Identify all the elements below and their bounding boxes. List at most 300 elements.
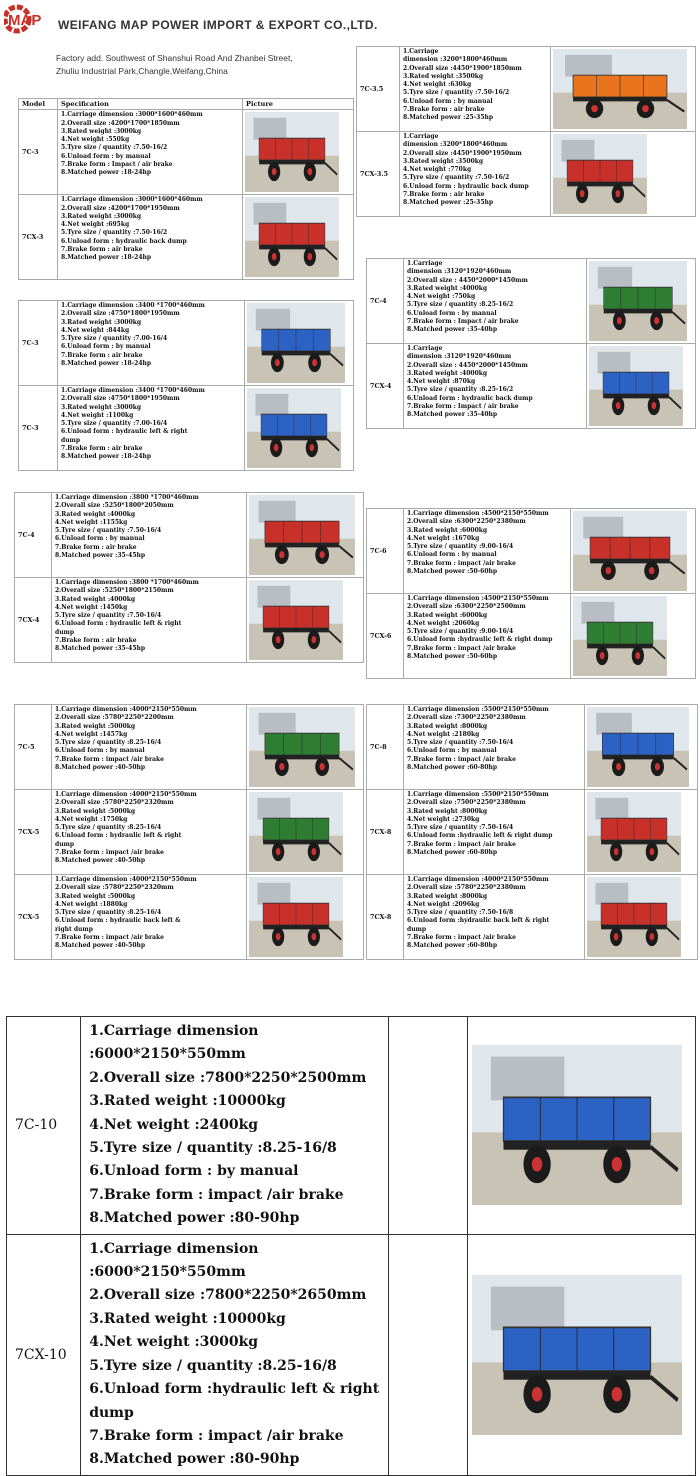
wheel-hub — [312, 359, 317, 366]
spec-line: dimension :3200*1800*460mm — [403, 56, 508, 64]
wheel-hub — [276, 636, 281, 643]
wheel-hub — [272, 253, 277, 260]
spec-cell — [400, 47, 551, 132]
spec-line: 1.Carriage dimension :3000*1600*460mm — [61, 111, 203, 119]
spec-line: 7.Brake form : impact /air brake — [55, 934, 164, 942]
spec-line: 5.Tyre size / quantity :8.25-16/2 — [407, 386, 514, 394]
spec-line: 6.Unload form : by manual — [407, 551, 497, 559]
empty-cell — [389, 1234, 468, 1475]
wheel-hub — [279, 763, 284, 770]
spec-line: 6.Unload form : hydraulic left & right — [61, 428, 188, 436]
wheel-hub — [642, 105, 649, 112]
spec-line: 1.Carriage dimension :6000*2150*550mm — [89, 1023, 259, 1063]
spec-line: 3.Rated weight :5000kg — [55, 807, 136, 815]
chassis — [262, 351, 331, 355]
spec-line: dump — [407, 925, 427, 933]
model-cell: 7C-4 — [15, 493, 52, 578]
spec-line: 7.Brake form : impact /air brake — [55, 849, 164, 857]
product-row — [367, 594, 696, 679]
spec-line: 6.Unload form :hydraulic left & right dump — [407, 636, 553, 644]
factory-address-line1: Factory add. Southwest of Shanshui Road And Zhanbei Street, — [56, 53, 293, 63]
spec-cell — [404, 509, 571, 594]
header-picture: Picture — [243, 99, 354, 110]
product-row — [15, 578, 364, 663]
wheel-hub — [650, 848, 655, 855]
model-cell: 7C-3.5 — [357, 47, 400, 132]
spec-line: 7.Brake form : air brake — [61, 351, 143, 359]
spec-line: 5.Tyre size / quantity :7.50-16/8 — [407, 909, 514, 917]
product-row — [357, 132, 696, 217]
spec-cell — [81, 1017, 389, 1235]
spec-line: 6.Unload form : by manual — [403, 97, 493, 105]
spec-line: 2.Overall size : 4450*2000*1450mm — [407, 361, 528, 369]
header-model: Model — [19, 99, 58, 110]
spec-line: 5.Tyre size / quantity :7.50-16/4 — [55, 612, 162, 620]
wheel-hub — [272, 168, 277, 175]
spec-cell — [58, 110, 243, 195]
spec-line: 4.Net weight :1450kg — [55, 603, 128, 611]
spec-line: 3.Rated weight :10000kg — [89, 1310, 286, 1327]
spec-line: 8.Matched power :50-60hp — [407, 653, 498, 661]
wheel-hub — [612, 1157, 623, 1172]
spec-line: dimension :3120*1920*460mm — [407, 353, 512, 361]
factory-address — [56, 52, 356, 78]
spec-line: 7.Brake form : air brake — [61, 445, 143, 453]
spec-line: 3.Rated weight :6000kg — [407, 526, 488, 534]
wheel-hub — [308, 253, 313, 260]
spec-cell — [58, 195, 243, 280]
wheel-hub — [650, 933, 655, 940]
product-photo — [585, 705, 698, 790]
spec-line: 5.Tyre size / quantity :9.00-16/4 — [407, 628, 514, 636]
spec-line: 2.Overall size :4450*1900*1950mm — [403, 149, 522, 157]
model-cell: 7CX-8 — [367, 875, 404, 960]
wheel-hub — [605, 567, 611, 574]
spec-line: 8.Matched power :18-24hp — [61, 254, 152, 262]
product-photo — [571, 594, 696, 679]
spec-line: 6.Unload form : by manual — [89, 1163, 299, 1180]
spec-line: 6.Unload form : by manual — [61, 343, 151, 351]
spec-line: 7.Brake form : impact /air brake — [407, 644, 516, 652]
wheel-hub — [591, 105, 598, 112]
spec-line: 1.Carriage dimension :4500*2150*550mm — [407, 595, 549, 602]
spec-line: 4.Net weight :1750kg — [55, 815, 128, 823]
factory-address-line2: Zhuliu Industrial Park,Changle,Weifang,China — [56, 66, 228, 76]
chassis — [263, 840, 329, 844]
product-photo — [247, 705, 364, 790]
company-name: WEIFANG MAP POWER IMPORT & EXPORT CO.,LTD. — [58, 18, 378, 32]
model-cell: 7CX-3 — [19, 195, 58, 280]
chassis — [265, 755, 339, 759]
wheel-hub — [275, 359, 280, 366]
spec-line: 3.Rated weight :5000kg — [55, 892, 136, 900]
header-spec: Specification — [58, 99, 243, 110]
spec-line: 7.Brake form : air brake — [403, 191, 485, 199]
wheel-hub — [312, 636, 317, 643]
product-row — [367, 344, 696, 429]
spec-line: 6.Unload form : by manual — [407, 309, 497, 317]
spec-cell — [404, 259, 587, 344]
spec-line: 7.Brake form : air brake — [61, 246, 143, 254]
spec-line: 3.Rated weight :8000kg — [407, 892, 488, 900]
spec-line: 5.Tyre size / quantity :7.50-16/4 — [55, 527, 162, 535]
spec-line: right dump — [55, 925, 93, 933]
background-building — [257, 586, 290, 608]
spec-line: 2.Overall size :4750*1800*1950mm — [61, 395, 180, 403]
spec-line: 7.Brake form : air brake — [403, 106, 485, 114]
spec-line: 8.Matched power :40-50hp — [55, 942, 146, 950]
model-cell: 7CX-8 — [367, 790, 404, 875]
spec-cell — [404, 875, 585, 960]
spec-line: 5.Tyre size / quantity :7.50-16/4 — [407, 824, 514, 832]
wheel-hub — [279, 551, 284, 558]
model-cell: 7C-5 — [15, 705, 52, 790]
spec-line: 7.Brake form : impact /air brake — [89, 1186, 344, 1203]
spec-line: 3.Rated weight :3500kg — [403, 157, 484, 165]
spec-line: 6.Unload form :hydraulic back left & right — [407, 917, 550, 925]
spec-line: 3.Rated weight :3000kg — [61, 127, 142, 135]
empty-cell — [389, 1017, 468, 1235]
spec-line: 6.Unload form :hydraulic left & right dump — [89, 1381, 380, 1421]
spec-cell — [404, 705, 585, 790]
spec-line: 7.Brake form : impact /air brake — [407, 559, 516, 567]
product-photo — [247, 875, 364, 960]
spec-cell — [404, 344, 587, 429]
spec-line: 1.Carriage dimension :3800 *1700*460mm — [55, 494, 199, 501]
company-logo — [4, 4, 56, 34]
spec-cell — [58, 386, 245, 471]
background-building — [253, 203, 286, 225]
wheel-hub — [312, 933, 317, 940]
spec-line: 4.Net weight :750kg — [407, 293, 476, 301]
model-cell: 7CX-4 — [15, 578, 52, 663]
spec-line: 3.Rated weight :8000kg — [407, 722, 488, 730]
product-photo — [468, 1234, 696, 1475]
product-photo — [247, 493, 364, 578]
spec-line: 6.Unload form : hydraulic back left & — [55, 917, 181, 925]
wheel-hub — [276, 933, 281, 940]
chassis — [602, 755, 673, 759]
spec-cell — [81, 1234, 389, 1475]
product-row — [367, 509, 696, 594]
product-row — [15, 493, 364, 578]
spec-line: 8.Matched power :18-24hp — [61, 169, 152, 177]
spec-line: 8.Matched power :50-60hp — [407, 568, 498, 576]
spec-line: 8.Matched power :40-50hp — [55, 764, 146, 772]
spec-line: 2.Overall size :4200*1700*1850mm — [61, 119, 180, 127]
model-cell: 7C-3 — [19, 386, 58, 471]
background-building — [259, 713, 296, 735]
spec-line: 1.Carriage dimension :3400 *1700*460mm — [61, 387, 205, 394]
spec-line: 2.Overall size :4450*1900*1850mm — [403, 64, 522, 72]
spec-line: 3.Rated weight :3000kg — [61, 318, 142, 326]
spec-line: 4.Net weight :3000kg — [89, 1334, 259, 1351]
wheel-hub — [617, 317, 622, 324]
spec-line: 8.Matched power :25-35hp — [403, 114, 494, 122]
wheel-hub — [532, 1157, 543, 1172]
spec-line: 3.Rated weight :4000kg — [55, 510, 136, 518]
spec-line: 8.Matched power :60-80hp — [407, 942, 498, 950]
product-row — [19, 110, 354, 195]
spec-line: 1.Carriage dimension :5500*2150*550mm — [407, 706, 549, 713]
chassis — [261, 436, 327, 440]
spec-line: 1.Carriage dimension :4000*2150*550mm — [55, 791, 197, 798]
spec-line: 5.Tyre size / quantity :8.25-16/8 — [89, 1357, 337, 1374]
spec-line: 1.Carriage — [407, 260, 443, 267]
spec-line: 8.Matched power :35-45hp — [55, 645, 146, 653]
chassis — [567, 182, 633, 186]
spec-line: 6.Unload form : by manual — [55, 535, 145, 543]
wheel-hub — [274, 444, 279, 451]
background-building — [257, 798, 290, 820]
spec-line: 8.Matched power :35-45hp — [55, 552, 146, 560]
chassis — [603, 394, 669, 398]
spec-line: dump — [61, 436, 81, 444]
spec-line: 6.Unload form : hydraulic back dump — [407, 394, 533, 402]
product-row — [15, 875, 364, 960]
spec-table-right-3 — [366, 508, 696, 679]
spec-line: 5.Tyre size / quantity :7.50-16/2 — [403, 89, 510, 97]
wheel-hub — [614, 933, 619, 940]
spec-table-left-4 — [14, 704, 364, 960]
spec-line: 1.Carriage dimension :3000*1600*460mm — [61, 196, 203, 204]
spec-line: 3.Rated weight :4000kg — [407, 284, 488, 292]
spec-line: 1.Carriage dimension :6000*2150*550mm — [89, 1240, 259, 1281]
spec-line: dump — [55, 840, 75, 848]
spec-line: 2.Overall size :7800*2250*2500mm — [89, 1069, 367, 1086]
product-row — [19, 386, 354, 471]
chassis — [601, 925, 667, 929]
product-row — [7, 1017, 696, 1235]
spec-line: 2.Overall size :5780*2250*2200mm — [55, 714, 174, 722]
background-building — [259, 501, 296, 523]
spec-line: 3.Rated weight :5000kg — [55, 722, 136, 730]
spec-line: 7.Brake form : air brake — [55, 637, 137, 645]
chassis — [259, 245, 325, 249]
chassis — [504, 1141, 651, 1150]
chassis — [601, 840, 667, 844]
product-photo — [551, 132, 696, 217]
model-cell: 7C-8 — [367, 705, 404, 790]
spec-line: 4.Net weight :2060kg — [407, 619, 480, 627]
logo-text: MAP — [8, 12, 42, 29]
spec-line: 5.Tyre size / quantity :8.25-16/8 — [89, 1140, 337, 1157]
spec-table-large — [6, 1016, 696, 1476]
background-building — [583, 517, 623, 539]
spec-line: 4.Net weight :2096kg — [407, 900, 480, 908]
spec-line: 2.Overall size :4750*1800*1950mm — [61, 310, 180, 318]
spec-line: 7.Brake form : impact /air brake — [407, 755, 516, 763]
spec-line: 1.Carriage dimension :4000*2150*550mm — [55, 706, 197, 713]
wheel-hub — [652, 402, 657, 409]
spec-line: dump — [55, 628, 75, 636]
background-building — [253, 118, 286, 140]
spec-table-right-2 — [366, 258, 696, 429]
background-building — [561, 140, 594, 162]
spec-line: 1.Carriage dimension :4000*2150*550mm — [55, 876, 197, 883]
spec-line: 4.Net weight :1100kg — [61, 411, 134, 419]
chassis — [263, 628, 329, 632]
spec-line: 4.Net weight :2730kg — [407, 815, 480, 823]
background-building — [595, 798, 628, 820]
spec-line: 4.Net weight :550kg — [61, 136, 130, 144]
product-photo — [585, 875, 698, 960]
spec-line: 4.Net weight :1670kg — [407, 534, 480, 542]
spec-line: 1.Carriage dimension :5500*2150*550mm — [407, 791, 549, 798]
spec-line: 6.Unload form : hydraulic left & right — [55, 620, 182, 628]
spec-line: 5.Tyre size / quantity :8.25-16/4 — [55, 739, 162, 747]
spec-line: 8.Matched power :80-90hp — [89, 1210, 300, 1227]
spec-line: 8.Matched power :40-50hp — [55, 857, 146, 865]
spec-line: 2.Overall size :5780*2250*2320mm — [55, 884, 174, 892]
spec-line: 1.Carriage — [403, 133, 439, 140]
model-cell: 7CX-6 — [367, 594, 404, 679]
spec-line: 2.Overall size : 4450*2000*1450mm — [407, 276, 528, 284]
spec-line: 5.Tyre size / quantity :7.50-16/4 — [407, 739, 514, 747]
model-cell: 7C-3 — [19, 301, 58, 386]
spec-cell — [52, 493, 247, 578]
product-row — [357, 47, 696, 132]
spec-cell — [404, 594, 571, 679]
spec-table-right-4 — [366, 704, 698, 960]
chassis — [265, 543, 339, 547]
model-cell: 7CX-5 — [15, 875, 52, 960]
chassis — [504, 1371, 651, 1380]
spec-line: 4.Net weight :1880kg — [55, 900, 128, 908]
background-building — [595, 883, 628, 905]
product-photo — [587, 344, 696, 429]
spec-line: 4.Net weight :2400kg — [89, 1116, 259, 1133]
wheel-hub — [308, 168, 313, 175]
spec-line: 5.Tyre size / quantity :7.50-16/2 — [61, 144, 168, 152]
chassis — [587, 644, 653, 648]
model-cell: 7CX-3.5 — [357, 132, 400, 217]
spec-line: 4.Net weight :870kg — [407, 378, 476, 386]
spec-line: 6.Unload form : hydraulic back dump — [61, 237, 187, 245]
spec-line: 7.Brake form : impact /air brake — [89, 1427, 344, 1444]
wheel-hub — [616, 763, 621, 770]
spec-line: 6.Unload form : by manual — [61, 152, 151, 160]
spec-line: 7.Brake form : Impact / air brake — [61, 161, 173, 169]
model-cell: 7CX-10 — [7, 1234, 81, 1475]
spec-line: 3.Rated weight :8000kg — [407, 807, 488, 815]
wheel-hub — [319, 763, 324, 770]
spec-line: 8.Matched power :35-40hp — [407, 411, 498, 419]
spec-line: 2.Overall size :5780*2250*2320mm — [55, 799, 174, 807]
spec-line: 4.Net weight :630kg — [403, 81, 472, 89]
spec-cell — [400, 132, 551, 217]
background-building — [581, 602, 614, 624]
product-photo — [245, 386, 354, 471]
model-cell: 7C-4 — [367, 259, 404, 344]
spec-cell — [58, 301, 245, 386]
spec-cell — [52, 705, 247, 790]
spec-line: 7.Brake form : Impact / air brake — [407, 318, 519, 326]
spec-line: 5.Tyre size / quantity :7.00-16/4 — [61, 335, 168, 343]
background-building — [256, 309, 290, 331]
chassis — [604, 309, 673, 313]
spec-line: 2.Overall size :5250*1800*2050mm — [55, 502, 174, 510]
wheel-hub — [310, 444, 315, 451]
spec-line: 3.Rated weight :10000kg — [89, 1093, 286, 1110]
wheel-hub — [600, 652, 605, 659]
spec-line: 4.Net weight :844kg — [61, 326, 130, 334]
spec-line: 6.Unload form :hydraulic left & right dump — [407, 832, 553, 840]
product-row — [367, 875, 698, 960]
spec-line: 1.Carriage dimension :3800 *1700*460mm — [55, 579, 199, 586]
background-building — [597, 352, 630, 374]
product-photo — [571, 509, 696, 594]
background-building — [596, 713, 632, 735]
chassis — [590, 559, 670, 563]
spec-line: 4.Net weight :1155kg — [55, 518, 128, 526]
background-building — [598, 267, 632, 289]
spec-line: 7.Brake form : air brake — [55, 543, 137, 551]
model-cell: 7CX-4 — [367, 344, 404, 429]
product-row — [19, 301, 354, 386]
background-building — [255, 394, 288, 416]
wheel-hub — [649, 567, 655, 574]
spec-line: 5.Tyre size / quantity :7.50-16/2 — [61, 229, 168, 237]
spec-line: 1.Carriage dimension :4500*2150*550mm — [407, 510, 549, 517]
spec-line: 5.Tyre size / quantity :8.25-16/4 — [55, 909, 162, 917]
wheel-hub — [319, 551, 324, 558]
spec-line: 8.Matched power :35-40hp — [407, 326, 498, 334]
model-cell: 7C-6 — [367, 509, 404, 594]
spec-line: 3.Rated weight :3000kg — [61, 403, 142, 411]
spec-line: 4.Net weight :695kg — [61, 221, 130, 229]
spec-line: 1.Carriage dimension :3400 *1700*460mm — [61, 302, 205, 309]
wheel-hub — [616, 190, 621, 197]
wheel-hub — [276, 848, 281, 855]
spec-line: 5.Tyre size / quantity :8.25-16/2 — [407, 301, 514, 309]
spec-line: 2.Overall size :6300*2250*2500mm — [407, 603, 526, 611]
background-building — [491, 1057, 565, 1101]
spec-table-left-1 — [18, 98, 354, 280]
product-row — [367, 259, 696, 344]
chassis — [259, 160, 325, 164]
wheel-hub — [636, 652, 641, 659]
spec-line: 7.Brake form : Impact / air brake — [407, 403, 519, 411]
wheel-hub — [532, 1387, 543, 1402]
spec-line: 4.Net weight :2180kg — [407, 730, 480, 738]
product-photo — [551, 47, 696, 132]
spec-cell — [404, 790, 585, 875]
spec-line: 3.Rated weight :4000kg — [407, 369, 488, 377]
background-building — [565, 55, 612, 77]
product-photo — [247, 790, 364, 875]
spec-line: 4.Net weight :770kg — [403, 166, 472, 174]
product-row — [15, 790, 364, 875]
spec-line: 2.Overall size :7800*2250*2650mm — [89, 1287, 367, 1304]
spec-line: 1.Carriage — [407, 345, 443, 352]
spec-line: 5.Tyre size / quantity :7.50-16/2 — [403, 174, 510, 182]
spec-line: dimension :3200*1800*460mm — [403, 141, 508, 149]
spec-line: 8.Matched power :18-24hp — [61, 360, 152, 368]
product-photo — [587, 259, 696, 344]
spec-line: 2.Overall size :5780*2250*2380mm — [407, 884, 526, 892]
spec-table-left-3 — [14, 492, 364, 663]
chassis — [573, 97, 667, 101]
spec-line: 5.Tyre size / quantity :8.25-16/4 — [55, 824, 162, 832]
spec-line: 8.Matched power :18-24hp — [61, 453, 152, 461]
spec-line: 7.Brake form : impact /air brake — [407, 934, 516, 942]
spec-line: 5.Tyre size / quantity :7.00-16/4 — [61, 420, 168, 428]
background-building — [257, 883, 290, 905]
spec-line: 8.Matched power :80-90hp — [89, 1451, 300, 1468]
spec-cell — [52, 875, 247, 960]
spec-cell — [52, 790, 247, 875]
